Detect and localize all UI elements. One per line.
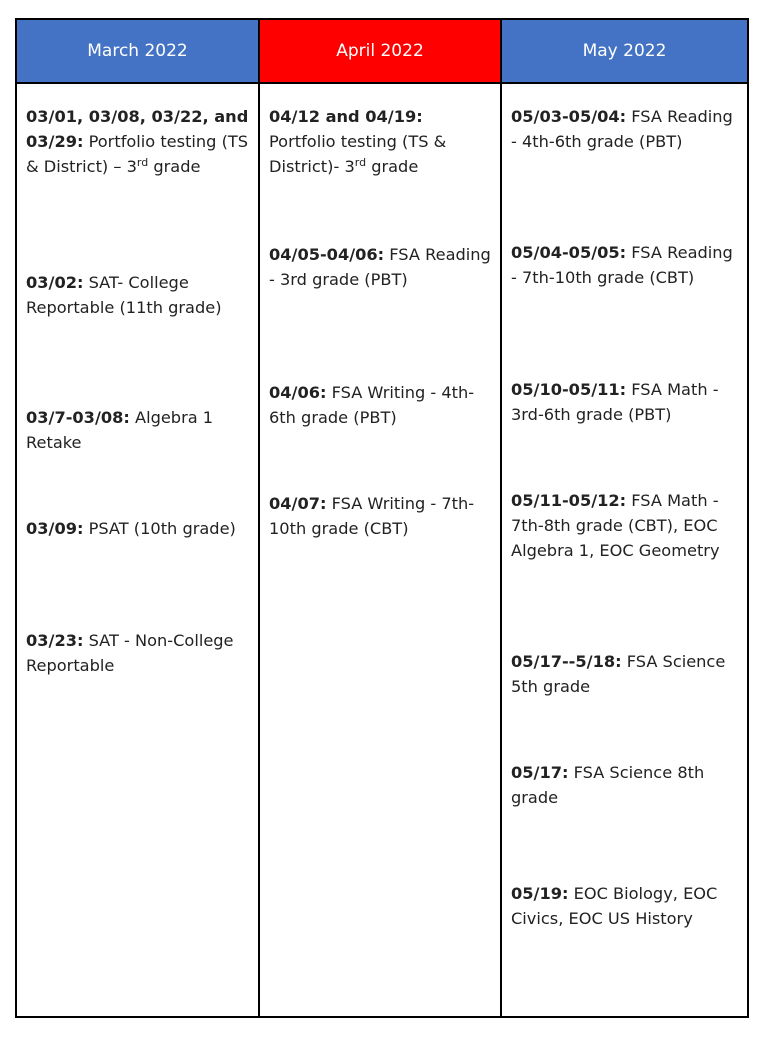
event-date: 05/10-05/11:	[511, 380, 627, 399]
month-header-may: May 2022	[502, 20, 747, 84]
event	[26, 104, 250, 179]
event	[511, 488, 739, 563]
event	[511, 881, 739, 931]
event-date: 03/23:	[26, 631, 84, 650]
event-text: Portfolio testing (TS & District)- 3	[269, 132, 447, 176]
event-text: Algebra 1 Retake	[26, 408, 214, 452]
column-april	[260, 20, 502, 1016]
event-date: 05/04-05/05:	[511, 243, 627, 262]
event-text: SAT- College Reportable (11th grade)	[26, 273, 222, 317]
event-text: PSAT (10th grade)	[83, 519, 236, 538]
event	[26, 405, 250, 455]
event-date: 05/19:	[511, 884, 569, 903]
event-date: 05/17--5/18:	[511, 652, 622, 671]
event-date: 04/07:	[269, 494, 327, 513]
event-date: 03/09:	[26, 519, 84, 538]
month-header-march: March 2022	[17, 20, 258, 84]
event-date: 03/01, 03/08, 03/22, and 03/29:	[26, 107, 249, 151]
event	[269, 491, 492, 541]
event	[26, 628, 250, 678]
event-text: SAT - Non-College Reportable	[26, 631, 234, 675]
event	[511, 649, 739, 699]
event-sup: rd	[136, 156, 149, 169]
month-header-april: April 2022	[260, 20, 500, 84]
event	[511, 760, 739, 810]
event-text-after: grade	[366, 157, 419, 176]
event	[26, 516, 250, 541]
event-text: FSA Math - 7th-8th grade (CBT), EOC Algebra 1, EOC Geometry	[511, 491, 720, 560]
event-text: FSA Reading - 7th-10th grade (CBT)	[511, 243, 733, 287]
event-text: FSA Reading - 3rd grade (PBT)	[269, 245, 491, 289]
event	[269, 380, 492, 430]
event-text: FSA Writing - 4th-6th grade (PBT)	[269, 383, 475, 427]
event-text-after: grade	[148, 157, 201, 176]
event-date: 05/17:	[511, 763, 569, 782]
event-date: 04/12 and 04/19:	[269, 107, 423, 126]
event-sup: rd	[354, 156, 367, 169]
column-march	[17, 20, 260, 1016]
event-date: 04/06:	[269, 383, 327, 402]
event-text: Portfolio testing (TS & District) – 3	[26, 132, 249, 176]
event	[269, 242, 492, 292]
event	[511, 104, 739, 154]
event-text: FSA Science 5th grade	[511, 652, 726, 696]
testing-calendar	[15, 18, 749, 1018]
event-text: FSA Reading - 4th-6th grade (PBT)	[511, 107, 733, 151]
event	[26, 270, 250, 320]
event-date: 05/03-05/04:	[511, 107, 627, 126]
event	[511, 240, 739, 290]
event-date: 04/05-04/06:	[269, 245, 385, 264]
event-date: 03/02:	[26, 273, 84, 292]
event-date: 05/11-05/12:	[511, 491, 627, 510]
event-text: FSA Math - 3rd-6th grade (PBT)	[511, 380, 719, 424]
column-may	[502, 20, 747, 1016]
event-text: FSA Science 8th grade	[511, 763, 705, 807]
event-date: 03/7-03/08:	[26, 408, 130, 427]
event-text: FSA Writing - 7th-10th grade (CBT)	[269, 494, 475, 538]
event-text: EOC Biology, EOC Civics, EOC US History	[511, 884, 718, 928]
event	[269, 104, 492, 179]
event	[511, 377, 739, 427]
